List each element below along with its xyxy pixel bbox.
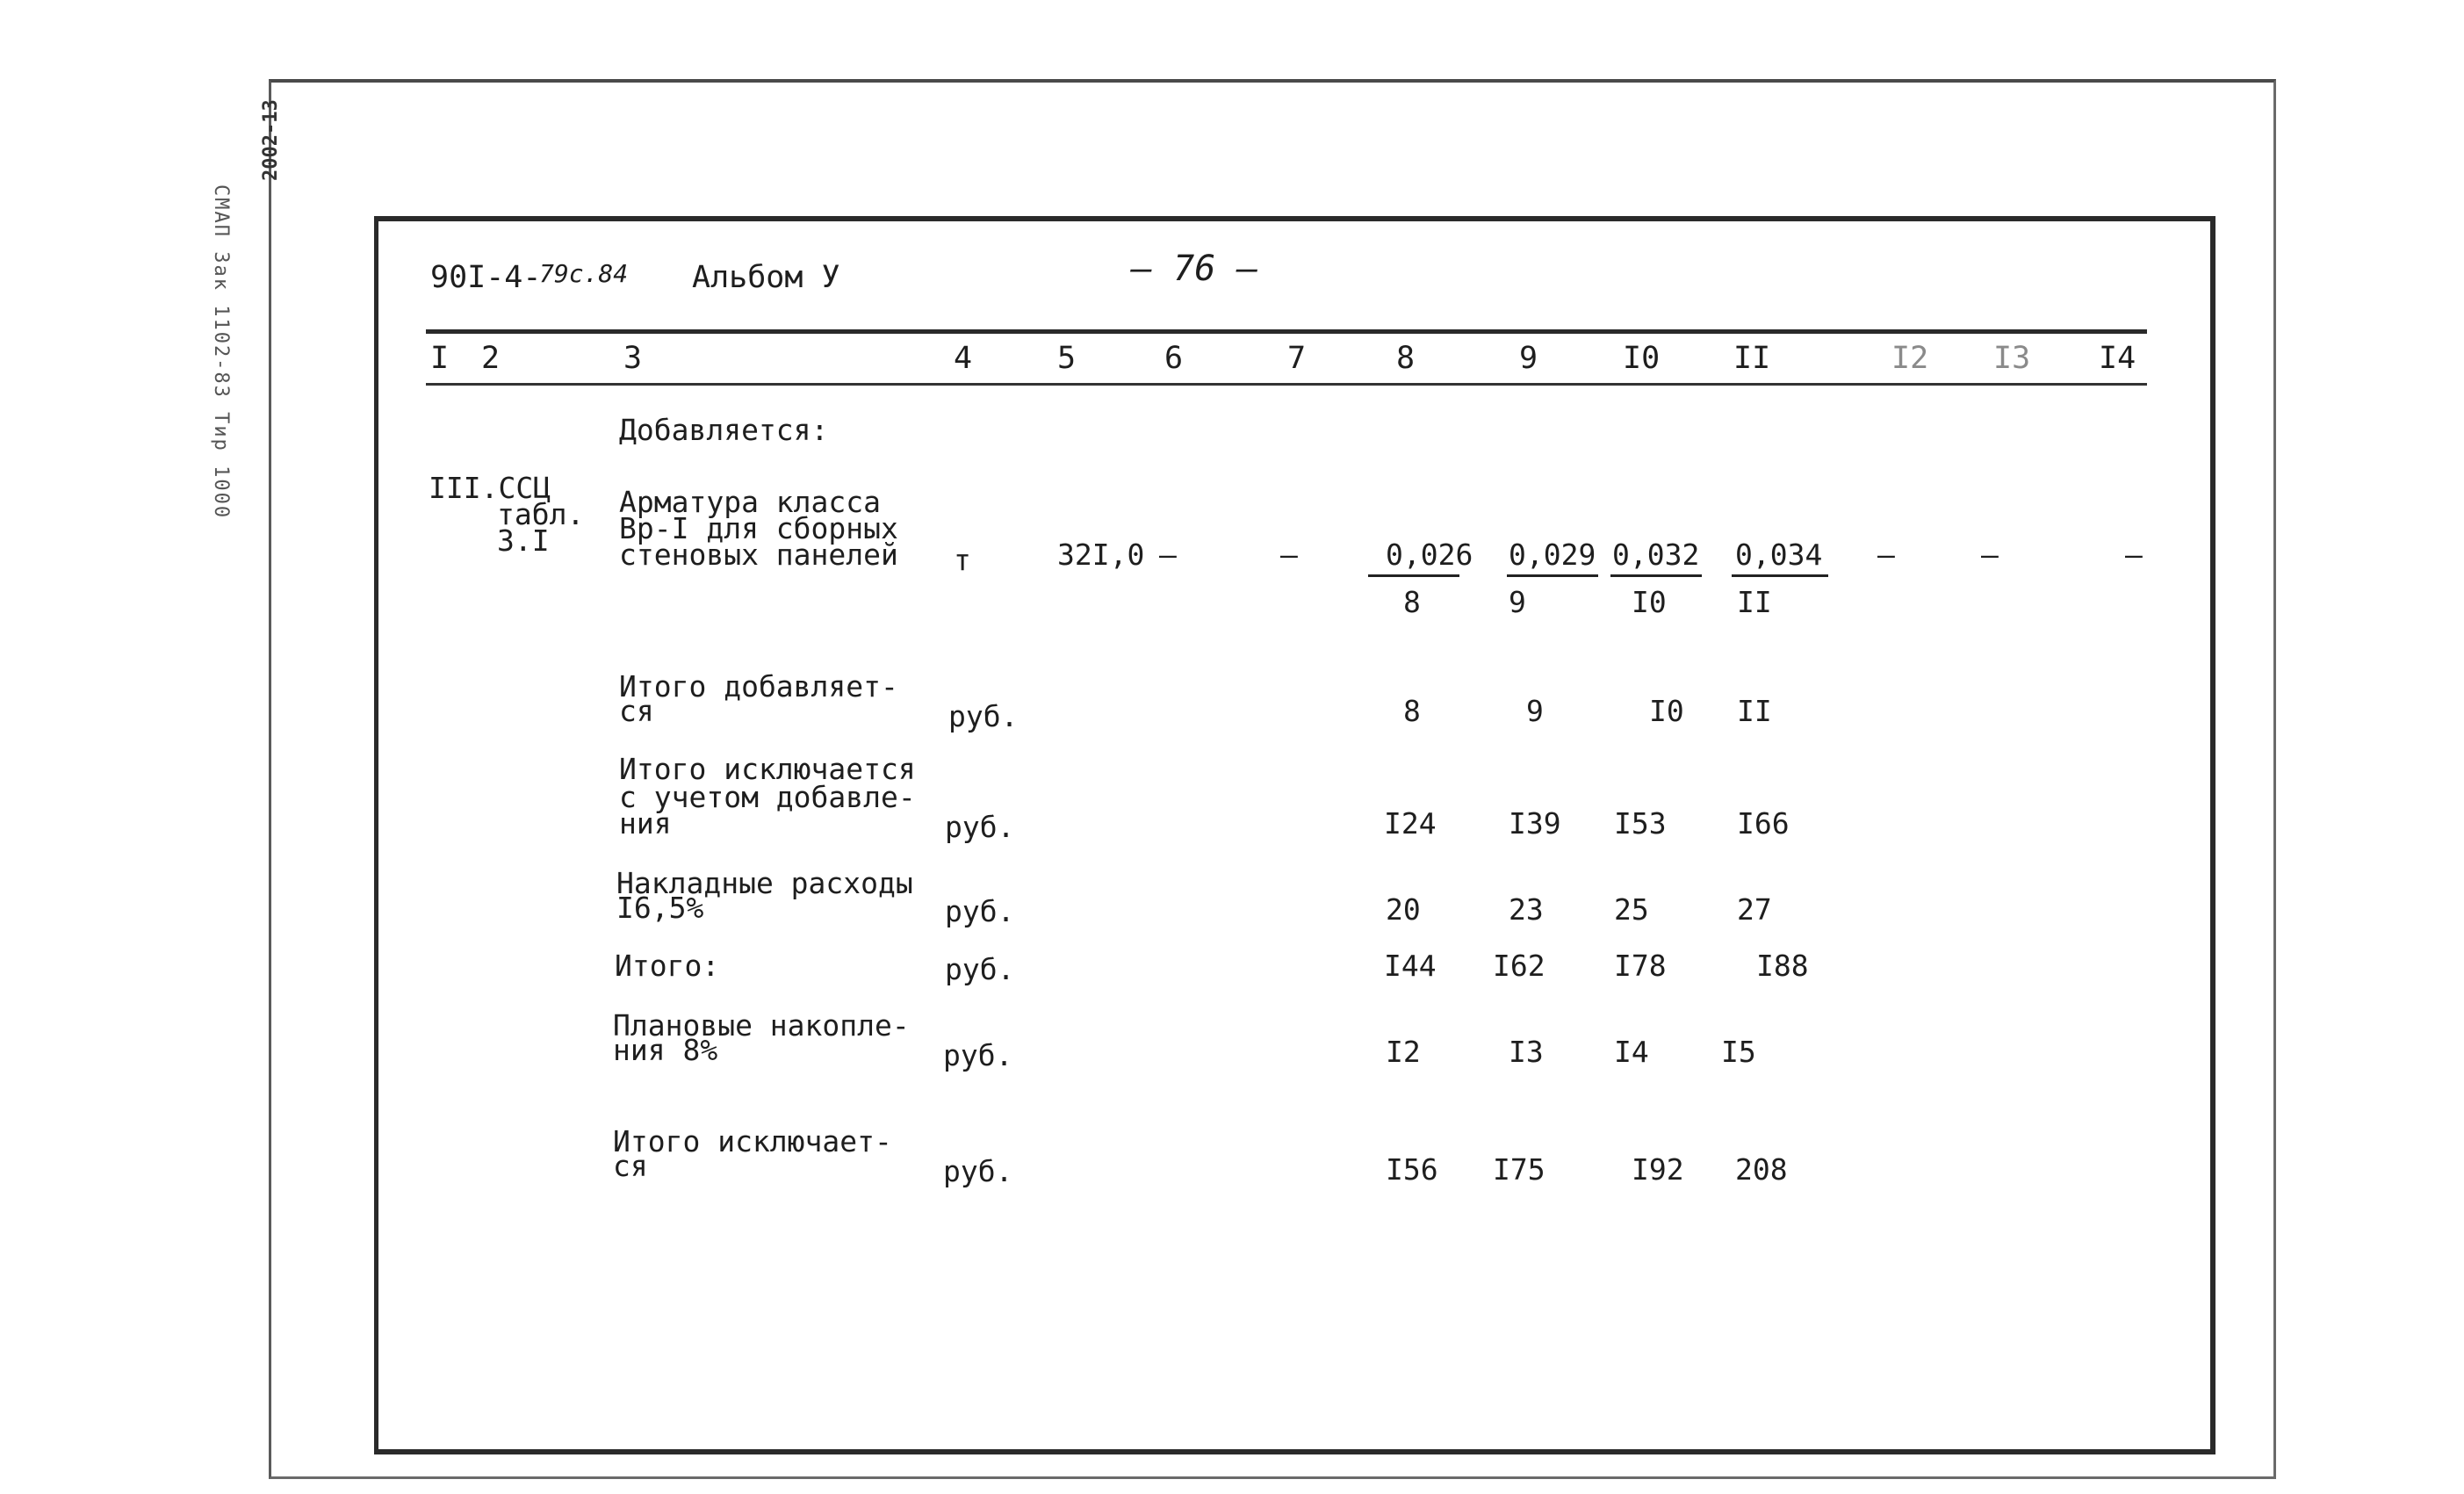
row-value-9: I39 [1509, 806, 1561, 841]
row-value-8: I2 [1386, 1035, 1421, 1069]
row-value-11: 27 [1737, 892, 1772, 927]
item-desc-line-1: Арматура класса [619, 485, 882, 519]
row-value-11: 208 [1735, 1152, 1788, 1187]
row-label-line: Итого добавляет- [619, 669, 898, 704]
row-label-line: Плановые накопле- [613, 1008, 910, 1043]
row-unit: руб. [943, 1154, 1013, 1188]
row-value-8: 8 [1403, 694, 1421, 728]
item-desc-line-3: стеновых панелей [619, 538, 898, 572]
col-13: I3 [1993, 341, 2031, 376]
col-12: I2 [1891, 341, 1929, 376]
section-title: Добавляется: [619, 413, 829, 447]
item-col7: – [1280, 538, 1298, 572]
doc-suffix: 79с.84 [539, 259, 629, 288]
row-label-line: Накладные расходы [616, 866, 913, 900]
item-desc-line-2: Вр-I для сборных [619, 511, 898, 545]
ref-line-3: 3.I [497, 523, 550, 558]
item-col6: – [1159, 538, 1177, 572]
header-rule-bottom [426, 383, 2147, 386]
side-stamp: СМАП Зак 1102-83 Тир 1000 [210, 184, 232, 520]
item-amount-10: I0 [1632, 585, 1667, 619]
row-unit: руб. [943, 1038, 1013, 1072]
row-value-9: 9 [1526, 694, 1544, 728]
item-col13: – [1981, 538, 1999, 572]
doc-number: 90I-4- [430, 260, 542, 295]
item-amount-8: 8 [1403, 585, 1421, 619]
fraction-line-11 [1732, 574, 1828, 577]
col-3: 3 [623, 341, 643, 376]
row-label-line: Итого исключает- [613, 1124, 892, 1158]
row-label-line: I6,5% [616, 891, 704, 925]
col-7: 7 [1287, 341, 1307, 376]
header-rule-top [426, 329, 2147, 334]
col-8: 8 [1396, 341, 1416, 376]
row-label-line: ся [613, 1149, 648, 1183]
row-value-9: I75 [1493, 1152, 1545, 1187]
col-14: I4 [2099, 341, 2136, 376]
item-unit: т [954, 543, 971, 577]
row-value-10: I4 [1614, 1035, 1649, 1069]
col-4: 4 [954, 341, 973, 376]
row-value-8: 20 [1386, 892, 1421, 927]
fraction-line-10 [1610, 574, 1702, 577]
row-value-11: I5 [1721, 1035, 1756, 1069]
row-value-10: I92 [1632, 1152, 1684, 1187]
row-value-10: I0 [1649, 694, 1684, 728]
col-5: 5 [1057, 341, 1077, 376]
row-label-line: с учетом добавле- [619, 780, 916, 814]
row-label-line: ния 8% [613, 1033, 718, 1067]
item-qty-8: 0,026 [1386, 538, 1473, 572]
col-1: I [430, 341, 450, 376]
row-unit: руб. [945, 810, 1015, 844]
col-2: 2 [481, 341, 501, 376]
row-unit: руб. [945, 952, 1015, 986]
row-unit: руб. [948, 699, 1019, 733]
row-value-10: I78 [1614, 949, 1667, 983]
item-amount-9: 9 [1509, 585, 1526, 619]
album-label: Альбом У [692, 260, 840, 295]
fraction-line-9 [1507, 574, 1598, 577]
top-stamp: 2002-13 [260, 99, 282, 181]
item-price: 32I,0 [1057, 538, 1145, 572]
row-value-10: 25 [1614, 892, 1649, 927]
col-9: 9 [1519, 341, 1538, 376]
row-label-line: Итого: [615, 949, 720, 983]
fraction-line-8 [1368, 574, 1459, 577]
ref-line-1: III.ССЦ [429, 471, 551, 505]
col-6: 6 [1164, 341, 1184, 376]
row-value-8: I24 [1384, 806, 1437, 841]
item-col12: – [1877, 538, 1895, 572]
row-label-line: ния [619, 806, 672, 841]
item-col14: – [2125, 538, 2143, 572]
row-value-8: I44 [1384, 949, 1437, 983]
col-11: II [1733, 341, 1771, 376]
col-10: I0 [1623, 341, 1661, 376]
item-qty-9: 0,029 [1509, 538, 1596, 572]
item-qty-10: 0,032 [1612, 538, 1700, 572]
row-unit: руб. [945, 894, 1015, 928]
page-number: – 76 – [1131, 249, 1258, 289]
row-value-9: I3 [1509, 1035, 1544, 1069]
item-amount-11: II [1737, 585, 1772, 619]
row-value-9: 23 [1509, 892, 1544, 927]
row-value-11: I88 [1756, 949, 1809, 983]
row-value-11: I66 [1737, 806, 1790, 841]
row-value-10: I53 [1614, 806, 1667, 841]
row-label-line: ся [619, 694, 654, 728]
item-qty-11: 0,034 [1735, 538, 1823, 572]
row-value-9: I62 [1493, 949, 1545, 983]
row-value-8: I56 [1386, 1152, 1438, 1187]
ref-line-2: табл. [497, 497, 585, 531]
row-label-line: Итого исключается [619, 752, 916, 786]
row-value-11: II [1737, 694, 1772, 728]
